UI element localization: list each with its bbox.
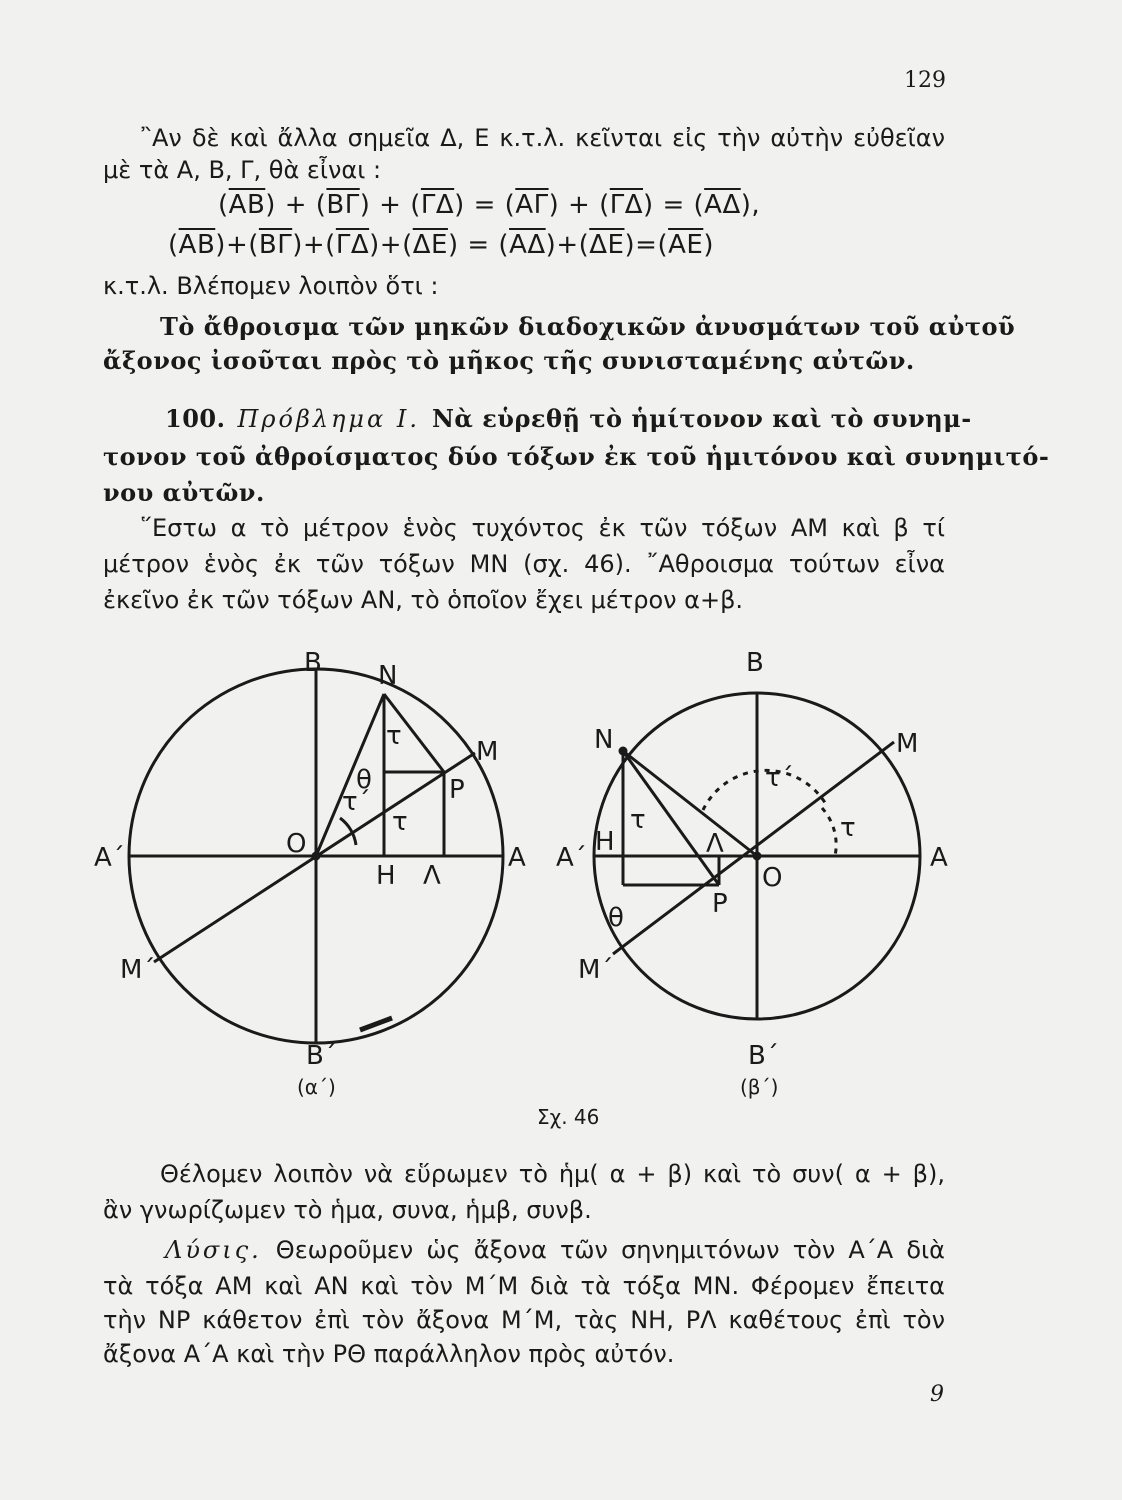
label-l-b: Λ: [706, 829, 724, 859]
solution-line-1: Θεωροῦμεν ὡς ἄξονα τῶν σηνημιτόνων τὸν Α΄Α διὰ: [275, 1236, 945, 1264]
point-n-b: [620, 748, 626, 754]
problem-line-1: Νὰ εὑρεθῇ τὸ ἡμίτονον καὶ τὸ συνημ-: [431, 404, 972, 433]
label-a-b: Α: [930, 843, 948, 873]
after-line-1: Θέλομεν λοιπὸν νὰ εὕρωμεν τὸ ἡμ( α + β) καὶ τὸ συν( α + β),: [160, 1160, 945, 1188]
solution-label: Λύσις.: [165, 1236, 262, 1264]
label-b-b: Β: [746, 648, 764, 678]
figure-b: [594, 693, 920, 1019]
label-tau-prime-a: τ΄: [342, 787, 371, 817]
line-mm-b: [613, 742, 894, 954]
radius-on-a: [316, 694, 384, 856]
label-n-a: Ν: [378, 661, 398, 691]
label-h-a: Η: [376, 861, 396, 891]
label-b2-a: Β΄: [306, 1041, 337, 1071]
label-p-b: Ρ: [712, 889, 728, 919]
label-theta-a: θ: [356, 765, 372, 795]
label-a-a: Α: [508, 843, 526, 873]
theorem-line-2: ἄξονος ἰσοῦται πρὸς τὸ μῆκος τῆς συνισταμένης αὐτῶν.: [103, 346, 915, 375]
label-tau-prime-b: τ΄: [765, 763, 794, 793]
label-m2-b: Μ΄: [578, 955, 614, 985]
label-a2-a: Α΄: [94, 843, 125, 873]
label-p-a: Ρ: [449, 775, 465, 805]
label-tau1-b: τ: [630, 805, 646, 835]
theorem-line-1: Τὸ ἄθροισμα τῶν μηκῶν διαδοχικῶν ἀνυσμάτων τοῦ αὐτοῦ: [160, 312, 1016, 341]
radius-on-b: [623, 751, 757, 856]
figure-a: [129, 669, 503, 1043]
solution-line-4: ἄξονα Α΄Α καὶ τὴν ΡΘ παράλληλον πρὸς αὐτόν.: [103, 1340, 675, 1368]
label-theta-b: θ: [608, 903, 624, 933]
conclusion-intro: κ.τ.λ. Βλέπομεν λοιπὸν ὅτι :: [103, 272, 439, 300]
page-number: 129: [904, 68, 946, 93]
intro-line-1: ῍Αν δὲ καὶ ἄλλα σημεῖα Δ, Ε κ.τ.λ. κεῖνται εἰς τὴν αὐτὴν εὐθεῖαν: [140, 124, 945, 152]
arc-tau-b: [822, 808, 836, 856]
label-m-b: Μ: [896, 729, 919, 759]
label-m2-a: Μ΄: [120, 955, 156, 985]
formula-1: $(\overline{AB}) + (\overline{B\Gamma}) + (\overline{\Gamma\Delta}) = (\overline{A\Gamma}) + (\overline{\Gamma\Delta}) = (\overline{A\Delta})$,: [218, 190, 761, 220]
label-b-a: Β: [304, 648, 322, 678]
label-tau2-a: τ: [392, 807, 408, 837]
setup-line-1: ῞Εστω α τὸ μέτρον ἑνὸς τυχόντος ἐκ τῶν τόξων ΑΜ καὶ β τί: [140, 514, 945, 542]
label-tau1-a: τ: [386, 721, 402, 751]
problem-line-3: νου αὐτῶν.: [103, 478, 265, 507]
solution-heading: [165, 1236, 945, 1264]
label-h-b: Η: [595, 827, 615, 857]
label-o-a: Ο: [286, 829, 307, 859]
problem-label: Πρόβλημα Ι.: [237, 405, 420, 433]
label-m-a: Μ: [476, 737, 499, 767]
setup-line-2: μέτρον ἑνὸς ἐκ τῶν τόξων ΜΝ (σχ. 46). ῎Αθροισμα τούτων εἶνα: [103, 550, 945, 578]
solution-line-2: τὰ τόξα ΑΜ καὶ ΑΝ καὶ τὸν Μ΄Μ διὰ τὰ τόξα ΜΝ. Φέρομεν ἔπειτα: [103, 1272, 945, 1300]
figure-caption: Σχ. 46: [537, 1105, 600, 1129]
folio-mark: 9: [930, 1382, 944, 1407]
label-o-b: Ο: [762, 863, 783, 893]
problem-line-2: τονον τοῦ ἀθροίσματος δύο τόξων ἐκ τοῦ ἡμιτόνου καὶ συνημιτό-: [103, 442, 1050, 471]
label-tau2-b: τ: [840, 813, 856, 843]
point-o-a: [313, 853, 319, 859]
subcaption-a: (α΄): [297, 1075, 336, 1099]
solution-line-3: τὴν ΝΡ κάθετον ἐπὶ τὸν ἄξονα Μ΄Μ, τὰς ΝΗ, ΡΛ καθέτους ἐπὶ τὸν: [103, 1306, 945, 1334]
label-n-b: Ν: [594, 725, 614, 755]
subcaption-b: (β΄): [740, 1075, 779, 1099]
problem-number: 100.: [165, 404, 226, 433]
figure-b-labels: [556, 648, 948, 1099]
label-b2-b: Β΄: [748, 1041, 779, 1071]
formula-2: $(\overline{AB})+(\overline{B\Gamma})+(\overline{\Gamma\Delta})+(\overline{\Delta E}) = (\overline{A\Delta})+(\overline{\Delta E})=(\overline{AE})$: [168, 230, 714, 260]
label-l-a: Λ: [423, 861, 441, 891]
label-a2-b: Α΄: [556, 843, 587, 873]
figure-a-labels: [94, 648, 526, 1099]
intro-line-2: μὲ τὰ Α, Β, Γ, θὰ εἶναι :: [103, 156, 382, 184]
after-line-2: ἂν γνωρίζωμεν τὸ ἡμα, συνα, ἡμβ, συνβ.: [103, 1196, 592, 1224]
point-o-b: [754, 853, 760, 859]
setup-line-3: ἐκεῖνο ἐκ τῶν τόξων ΑΝ, τὸ ὁποῖον ἔχει μέτρον α+β.: [103, 586, 744, 614]
